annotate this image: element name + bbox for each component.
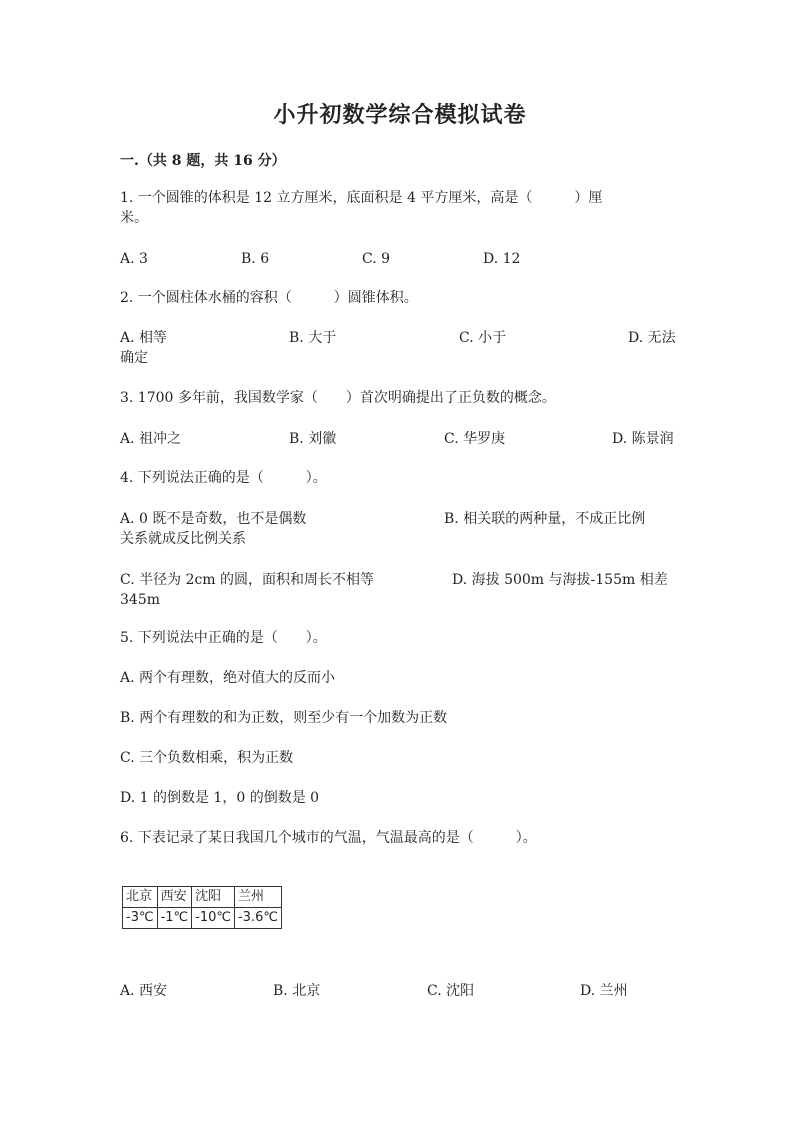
question-3-option-a: A. 祖冲之 [120,431,182,447]
question-5-option-b: B. 两个有理数的和为正数，则至少有一个加数为正数 [120,710,448,726]
question-1-option-d: D. 12 [483,251,521,267]
question-2-option-a: A. 相等 [120,330,168,346]
question-4-option-d-wrap: 345m [120,592,160,608]
question-6-stem: 6. 下表记录了某日我国几个城市的气温，气温最高的是（ ）。 [120,830,537,846]
table-cell-temperature: -3℃ [123,908,158,929]
question-3-option-c: C. 华罗庚 [444,431,506,447]
question-6-option-c: C. 沈阳 [427,983,475,999]
table-cell-city: 北京 [123,887,158,908]
question-1-option-c: C. 9 [362,251,391,267]
question-2-option-c: C. 小于 [459,330,507,346]
temperature-table [122,886,282,929]
question-4-option-b: B. 相关联的两种量，不成正比例 [444,511,646,527]
question-2-option-d: D. 无法 [628,330,676,346]
question-5-stem: 5. 下列说法中正确的是（ ）。 [120,630,327,646]
question-5-option-d: D. 1 的倒数是 1，0 的倒数是 0 [120,790,320,806]
question-1-stem: 1. 一个圆锥的体积是 12 立方厘米，底面积是 4 平方厘米，高是（ ）厘 [120,190,603,206]
table-cell-city: 沈阳 [192,887,235,908]
question-4-option-c: C. 半径为 2cm 的圆，面积和周长不相等 [120,572,375,588]
question-3-stem: 3. 1700 多年前，我国数学家（ ）首次明确提出了正负数的概念。 [120,390,556,406]
table-row [123,908,282,929]
question-4-option-d: D. 海拔 500m 与海拔-155m 相差 [452,572,668,588]
question-5-option-c: C. 三个负数相乘，积为正数 [120,750,294,766]
table-cell-temperature: -3.6℃ [234,908,281,929]
exam-title: 小升初数学综合模拟试卷 [273,102,527,128]
section-heading: 一.（共 8 题，共 16 分） [120,153,286,169]
question-4-option-b-wrap: 关系就成反比例关系 [120,531,246,547]
table-row [123,887,282,908]
question-1-stem-wrap: 米。 [120,210,148,226]
question-6-option-a: A. 西安 [120,983,168,999]
question-2-stem: 2. 一个圆柱体水桶的容积（ ）圆锥体积。 [120,290,418,306]
question-2-option-b: B. 大于 [289,330,337,346]
table-cell-temperature: -1℃ [157,908,192,929]
table-cell-city: 西安 [157,887,192,908]
question-3-option-d: D. 陈景润 [612,431,674,447]
question-1-option-b: B. 6 [241,251,270,267]
question-4-stem: 4. 下列说法正确的是（ ）。 [120,470,327,486]
question-2-option-d-wrap: 确定 [120,350,148,366]
table-cell-temperature: -10℃ [192,908,235,929]
question-1-option-a: A. 3 [120,251,148,267]
question-6-option-b: B. 北京 [273,983,321,999]
question-4-option-a: A. 0 既不是奇数，也不是偶数 [120,511,307,527]
question-3-option-b: B. 刘徽 [289,431,337,447]
table-cell-city: 兰州 [234,887,281,908]
question-6-option-d: D. 兰州 [580,983,628,999]
question-5-option-a: A. 两个有理数，绝对值大的反而小 [120,670,336,686]
